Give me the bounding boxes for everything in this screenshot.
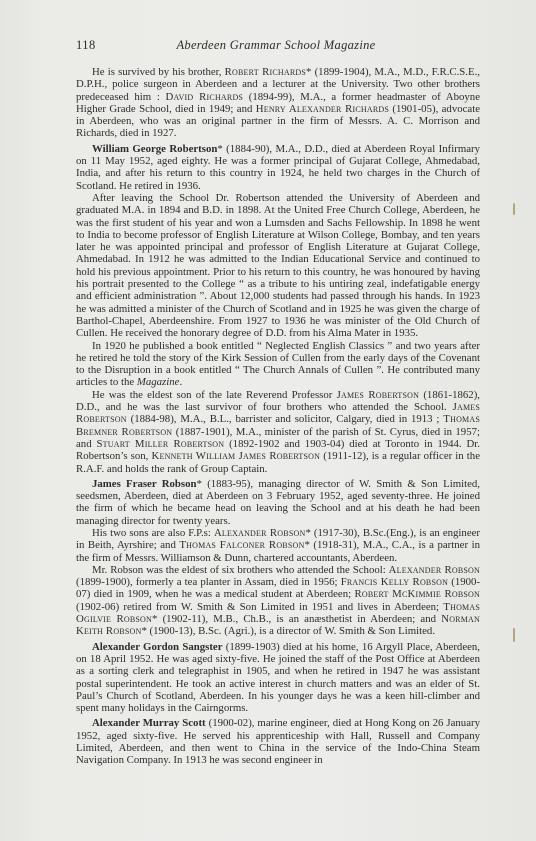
- person-name: James Robertson: [76, 401, 480, 426]
- text-run: (1901-05), advocate in Aberdeen, who was an original partner in the firm of Messrs. A. C. Morrison and Richards, died in 1927.: [76, 102, 480, 140]
- person-name: David Richards: [165, 90, 244, 103]
- text-run: (1887-1901), M.A., minister of the parish of St. Cyrus, died in 1957; and: [76, 425, 480, 450]
- text-run: After leaving the School Dr. Robertson attended the University of Aberdeen and graduated M.A. in 1894 and B.D. in 1898. At the United Free Church College, Aberdeen, he was the first student of his year and won a Lumsden and Sachs Fellowship. In 1898 he went to India to become professor of English Literature at Wilson College, Bombay, and ten years later he was appointed principal and professor of English Literature at Gujarat College, Ahmedabad. In 1912 he was admitted to the Indian Educational Service and continued to hold his previous appointment. Prior to his return to this country, he was honoured by having his portrait presented to the College “ as a tribute to his untiring zeal, indefatigable energy and efficient administration ”. About 12,000 students had passed through his hands. In 1923 he was admitted a minister of the Church of Scotland and in 1925 he was given the charge of Barthol-Chapel, Aberdeenshire. From 1927 to 1936 he was minister of the Old Church of Cullen. He received the honorary degree of D.D. from his Alma Mater in 1935.: [76, 191, 480, 340]
- italic-text: Magazine: [136, 376, 180, 389]
- person-name: Alexander Robson: [388, 563, 480, 576]
- text-run: * (1918-31), M.A., C.A., is a partner in the firm of Messrs. Williamson & Dunn, chartered accountants, Aberdeen.: [76, 539, 480, 564]
- text-run: * (1899-1904), M.A., M.D., F.R.C.S.E., D.P.H., police surgeon in Aberdeen and a lecturer at the University. Two other brothers predeceased him :: [76, 66, 480, 103]
- text-run: (1902-06) retired from W. Smith & Son Limited in 1951 and lives in Aberdeen;: [76, 600, 444, 613]
- obituary-name: Alexander Murray Scott: [92, 717, 206, 730]
- page-header: [76, 38, 476, 54]
- paragraph-robertson-publications: [76, 340, 480, 389]
- obituary-name: James Fraser Robson: [92, 477, 197, 490]
- text-run: (1894-99), M.A., a former headmaster of Aboyne Higher Grade School, died in 1949; and: [76, 90, 480, 115]
- paragraph-robson-sons: [76, 527, 480, 564]
- person-name: Henry Alexander Richards: [255, 102, 390, 115]
- person-name: Norman Keith Robson: [76, 613, 480, 638]
- person-name: Thomas Bremner Robertson: [76, 413, 480, 438]
- text-run: * (1902-11), M.B., Ch.B., is an anæsthetist in Aberdeen; and: [152, 613, 442, 626]
- paper-blemish: [513, 203, 515, 215]
- text-run: (1900-07) died in 1909, when he was a medical student at Aberdeen;: [76, 576, 481, 601]
- paragraph-robson-intro: [76, 478, 480, 527]
- text-run: His two sons are also F.P.s:: [92, 526, 214, 539]
- text-run: * (1900-13), B.Sc. (Agri.), is a director of W. Smith & Son Limited.: [141, 625, 436, 638]
- paragraph-scott: [76, 717, 480, 766]
- text-run: He was the eldest son of the late Reverend Professor: [92, 388, 337, 401]
- person-name: Francis Kelly Robson: [340, 576, 449, 589]
- person-name: Kenneth William James Robertson: [151, 450, 321, 463]
- text-run: Mr. Robson was the eldest of six brothers who attended the School:: [92, 563, 389, 576]
- text-run: * (1883-95), managing director of W. Smith & Son Limited, seedsmen, Aberdeen, died at Aberdeen on 3 February 1952, aged seventy-three. He joined the firm of which he became head on leaving the School and at his death he had been managing director for twenty years.: [76, 477, 480, 527]
- paragraph-robson-brothers: [76, 564, 480, 638]
- paragraph-sangster: [76, 641, 480, 715]
- person-name: Stuart Miller Robertson: [96, 437, 225, 450]
- text-run: * (1917-30), B.Sc.(Eng.), is an engineer in Beith, Ayrshire; and: [76, 526, 480, 552]
- text-run: (1861-1862), D.D., and he was the last survivor of four brothers who attended the School.: [76, 388, 481, 414]
- text-run: (1911-12), is a regular officer in the R.A.F. and holds the rank of Group Captain.: [76, 450, 480, 475]
- paragraph-robertson-career: [76, 192, 480, 340]
- person-name: Alexander Robson: [213, 526, 306, 539]
- obituary-name: William George Robertson: [92, 142, 218, 155]
- obituary-text: [76, 66, 480, 767]
- paragraph-richards-family: [76, 66, 480, 140]
- person-name: James Robertson: [336, 388, 420, 401]
- text-run: (1884-98), M.A., B.L., barrister and solicitor, Calgary, died in 1913 ;: [126, 413, 444, 426]
- text-run: .: [179, 376, 183, 389]
- obituary-name: Alexander Gordon Sangster: [92, 640, 223, 653]
- running-title: Aberdeen Grammar School Magazine: [176, 38, 376, 52]
- text-run: In 1920 he published a book entitled “ Neglected English Classics ” and two years after he retired he told the story of the Kirk Session of Cullen from the early days of the Covenant to the Disruption in a book entitled “ The Church Annals of Cullen ”. He contributed many articles to the: [76, 339, 480, 389]
- paragraph-robertson-intro: [76, 143, 480, 192]
- person-name: Robert Richards: [224, 66, 307, 78]
- person-name: Thomas Ogilvie Robson: [76, 600, 480, 626]
- paper-blemish: [513, 628, 515, 642]
- text-run: (1892-1902 and 1903-04) died at Toronto in 1944. Dr. Robertson’s son,: [76, 437, 480, 463]
- person-name: Robert McKimmie Robson: [354, 588, 480, 601]
- text-run: (1899-1900), formerly a tea planter in Assam, died in 1956;: [76, 576, 341, 589]
- text-run: He is survived by his brother,: [92, 66, 225, 78]
- text-run: (1899-1903) died at his home, 16 Argyll Place, Aberdeen, on 18 April 1952. He was aged sixty-five. He joined the staff of the Post Office at Aberdeen as a sorting clerk and telegraphist in 1905, and when he retired in 1947 he was assistant postal superintendent. He took an active interest in church matters and was an elder of St. Paul’s Church of Scotland, Aberdeen. In his younger days he was a keen hill-climber and spent many holidays in the Cairngorms.: [76, 640, 480, 715]
- text-run: (1900-02), marine engineer, died at Hong Kong on 26 January 1952, aged sixty-five. He served his apprenticeship with Hall, Russell and Company Limited, Aberdeen, and then went to China in the service of the Indo-China Steam Navigation Company. In 1913 he was second engineer in: [76, 717, 480, 767]
- person-name: Thomas Falconer Robson: [179, 539, 305, 552]
- text-run: * (1884-90), M.A., D.D., died at Aberdeen Royal Infirmary on 11 May 1952, aged eighty. He was a former principal of Gujarat College, Ahmedabad, India, and after his return to this country in 1924, he held two charges in the Church of Scotland. He retired in 1936.: [76, 142, 481, 192]
- page-number: 118: [76, 38, 96, 52]
- paragraph-robertson-family: [76, 389, 480, 475]
